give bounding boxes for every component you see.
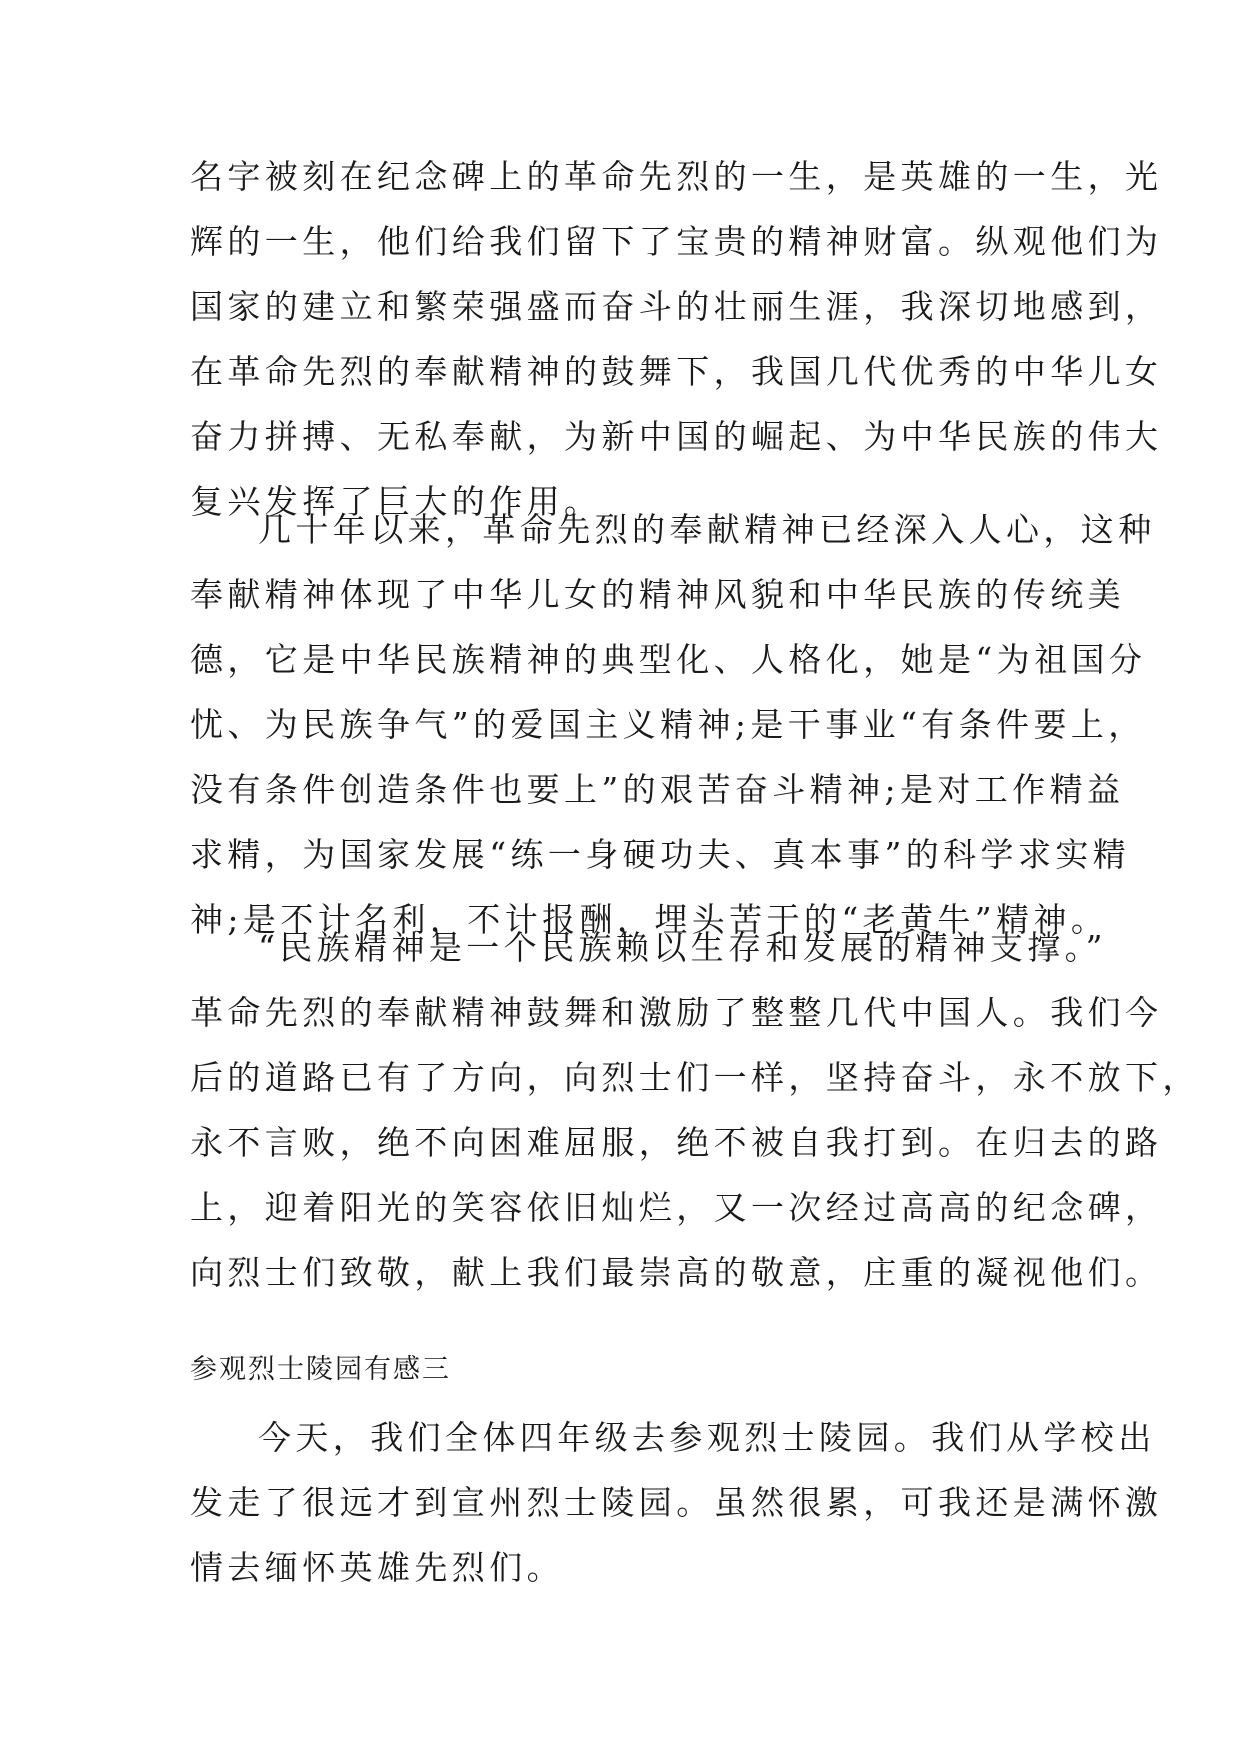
text-line: 国家的建立和繁荣强盛而奋斗的壮丽生涯，我深切地感到， [190,287,1163,326]
text-line: 发走了很远才到宣州烈士陵园。虽然很累，可我还是满怀激 [190,1483,1163,1522]
text-line: 永不言败，绝不向困难屈服，绝不被自我打到。在归去的路 [190,1123,1163,1162]
text-line: 没有条件创造条件也要上”的艰苦奋斗精神;是对工作精益 [190,770,1125,809]
text-line: 复兴发挥了巨大的作用。 [190,482,602,521]
text-line: 求精，为国家发展“练一身硬功夫、真本事”的科学求实精 [190,835,1131,874]
text-line: 几十年以来，革命先烈的奉献精神已经深入人心，这种 [258,510,1156,549]
text-line: 忧、为民族争气”的爱国主义精神;是干事业“有条件要上， [190,705,1146,744]
text-line: 向烈士们致敬，献上我们最崇高的敬意，庄重的凝视他们。 [190,1253,1163,1292]
text-line: 革命先烈的奉献精神鼓舞和激励了整整几代中国人。我们今 [190,993,1163,1032]
text-line: 后的道路已有了方向，向烈士们一样，坚持奋斗，永不放下， [190,1058,1200,1097]
text-line: 名字被刻在纪念碑上的革命先烈的一生，是英雄的一生，光 [190,157,1163,196]
text-line: 情去缅怀英雄先烈们。 [190,1548,564,1587]
text-line: “民族精神是一个民族赖以生存和发展的精神支撑。” [258,928,1107,967]
text-line: 今天，我们全体四年级去参观烈士陵园。我们从学校出 [258,1418,1156,1457]
text-line: 神;是不计名利，不计报酬，埋头苦干的“老黄牛”精神。 [190,900,1109,939]
text-line: 辉的一生，他们给我们留下了宝贵的精神财富。纵观他们为 [190,222,1163,261]
text-line: 上，迎着阳光的笑容依旧灿烂，又一次经过高高的纪念碑， [190,1188,1163,1227]
text-line: 在革命先烈的奉献精神的鼓舞下，我国几代优秀的中华儿女 [190,352,1163,391]
text-line: 奉献精神体现了中华儿女的精神风貌和中华民族的传统美 [190,575,1125,614]
section-title: 参观烈士陵园有感三 [190,1354,451,1385]
text-line: 奋力拼搏、无私奉献，为新中国的崛起、为中华民族的伟大 [190,417,1163,456]
text-line: 德，它是中华民族精神的典型化、人格化，她是“为祖国分 [190,640,1147,679]
